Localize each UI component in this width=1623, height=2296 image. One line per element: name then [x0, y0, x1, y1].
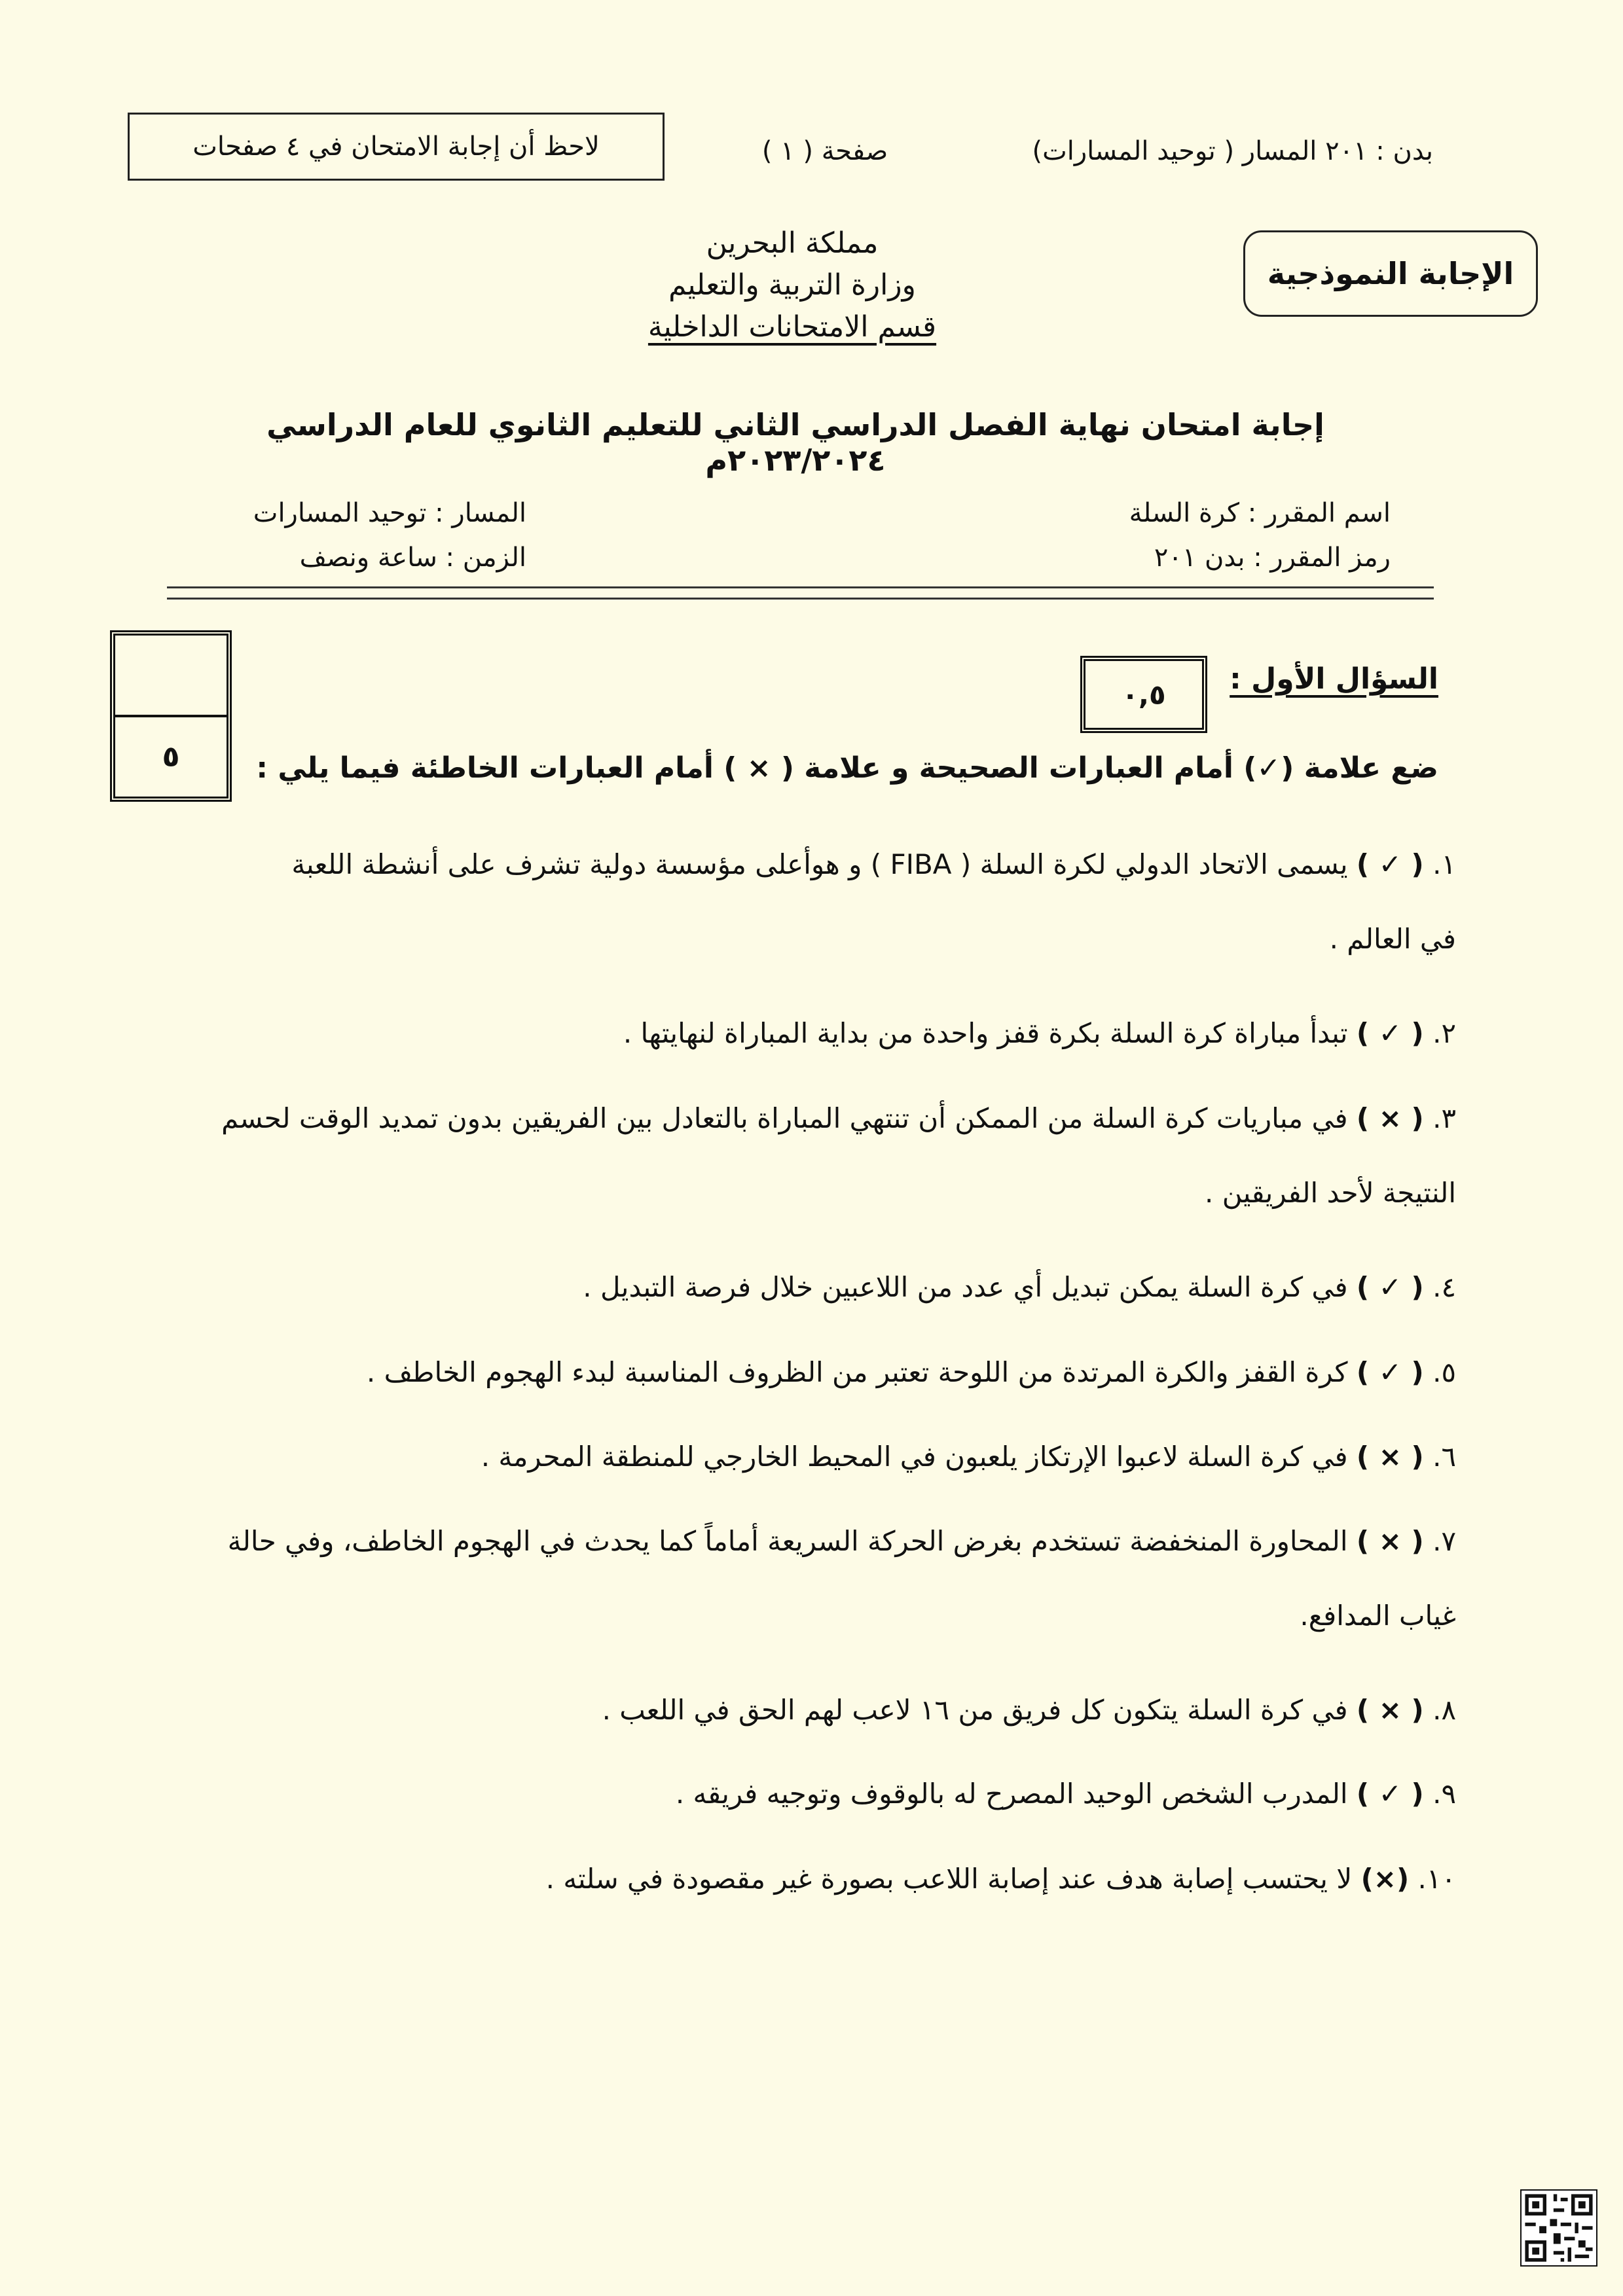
item-number: ٦.: [1432, 1441, 1456, 1473]
item-mark: ( × ): [1356, 1525, 1424, 1557]
item-number: ٨.: [1432, 1694, 1456, 1726]
course-info: [1129, 491, 1391, 580]
model-answer-box: [1243, 230, 1538, 317]
item-text: لا يحتسب إصابة هدف عند إصابة اللاعب بصورة غير مقصودة في سلته .: [545, 1863, 1353, 1895]
item-mark: ( × ): [1356, 1441, 1424, 1473]
item-text: يسمى الاتحاد الدولي لكرة السلة ( FIBA ) و هوأعلى مؤسسة دولية تشرف على أنشطة اللعبة: [291, 848, 1348, 880]
department-name: قسم الامتحانات الداخلية: [647, 310, 937, 344]
double-dashed-separator: [167, 586, 1434, 600]
course-name: اسم المقرر : كرة السلة: [1129, 498, 1391, 528]
item-text: المدرب الشخص الوحيد المصرح له بالوقوف وتوجيه فريقه .: [675, 1778, 1348, 1810]
item-continuation: النتيجة لأحد الفريقين .: [1205, 1177, 1456, 1209]
answer-item: [147, 1352, 1456, 1393]
item-text: في كرة السلة يمكن تبديل أي عدد من اللاعبين خلال فرصة التبديل .: [583, 1271, 1348, 1303]
item-number: ١.: [1432, 848, 1456, 880]
exam-time: الزمن : ساعة ونصف: [299, 543, 526, 573]
item-mark: ( ✓ ): [1356, 848, 1424, 880]
item-mark: (×): [1360, 1863, 1410, 1895]
pages-note-box: [128, 113, 665, 181]
answer-item: [147, 1437, 1456, 1477]
item-number: ٥.: [1432, 1356, 1456, 1388]
item-mark: ( ✓ ): [1356, 1271, 1424, 1303]
qr-code-graphic: [1522, 2191, 1596, 2265]
item-mark: ( ✓ ): [1356, 1778, 1424, 1810]
item-number: ٢.: [1432, 1017, 1456, 1049]
item-mark: ( ✓ ): [1356, 1356, 1424, 1388]
item-mark: ( ✓ ): [1356, 1017, 1424, 1049]
question-score-box: [1080, 656, 1207, 733]
answer-item: [147, 1774, 1456, 1814]
answer-item: [147, 1267, 1456, 1308]
item-number: ٩.: [1432, 1778, 1456, 1810]
answer-item: [147, 844, 1456, 960]
model-answer-label: الإجابة النموذجية: [1267, 256, 1514, 291]
track-info: [253, 491, 526, 580]
answer-item: [147, 1690, 1456, 1731]
item-number: ٣.: [1432, 1102, 1456, 1134]
exam-title: إجابة امتحان نهاية الفصل الدراسي الثاني للتعليم الثانوي للعام الدراسي ٢٠٢٣/٢٠٢٤م: [266, 407, 1324, 478]
item-number: ٤.: [1432, 1271, 1456, 1303]
answer-item: [147, 1521, 1456, 1636]
answer-item: [147, 1098, 1456, 1213]
item-text: في كرة السلة لاعبوا الإرتكاز يلعبون في المحيط الخارجي للمنطقة المحرمة .: [481, 1441, 1348, 1473]
item-text: المحاورة المنخفضة تستخدم بغرض الحركة السريعة أماماً كما يحدث في الهجوم الخاطف، وفي حالة: [227, 1525, 1348, 1557]
question-title: السؤال الأول :: [1230, 662, 1438, 696]
qr-code-icon: [1520, 2189, 1597, 2267]
page-number: صفحة ( ١ ): [761, 136, 888, 166]
item-number: ٧.: [1432, 1525, 1456, 1557]
item-continuation: في العالم .: [1329, 923, 1456, 955]
item-mark: ( × ): [1356, 1694, 1424, 1726]
question-score-value: ٠,٥: [1122, 678, 1166, 711]
ministry-block: [589, 223, 995, 348]
item-continuation: غياب المدافع.: [1300, 1600, 1456, 1632]
question-instruction: ضع علامة (✓) أمام العبارات الصحيحة و علامة ( × ) أمام العبارات الخاطئة فيما يلي :: [256, 751, 1438, 785]
course-code: رمز المقرر : بدن ٢٠١: [1154, 543, 1391, 573]
answer-item: [147, 1013, 1456, 1054]
total-score-value: ٥: [162, 740, 180, 774]
total-score-top: [115, 636, 227, 717]
item-number: ١٠.: [1417, 1863, 1456, 1895]
course-code-header: بدن : ٢٠١ المسار ( توحيد المسارات): [1032, 136, 1433, 166]
item-mark: ( × ): [1356, 1102, 1424, 1134]
country-name: مملكة البحرين: [706, 226, 879, 260]
answer-item: [147, 1859, 1456, 1899]
item-text: تبدأ مباراة كرة السلة بكرة قفز واحدة من بداية المباراة لنهايتها .: [623, 1017, 1348, 1049]
item-text: كرة القفز والكرة المرتدة من اللوحة تعتبر من الظروف المناسبة لبدء الهجوم الخاطف .: [366, 1356, 1348, 1388]
total-score-box: [110, 630, 232, 802]
pages-note: لاحظ أن إجابة الامتحان في ٤ صفحات: [192, 132, 600, 162]
ministry-name: وزارة التربية والتعليم: [668, 268, 916, 302]
item-text: في كرة السلة يتكون كل فريق من ١٦ لاعب لهم الحق في اللعب .: [602, 1694, 1348, 1726]
item-text: في مباريات كرة السلة من الممكن أن تنتهي المباراة بالتعادل بين الفريقين بدون تمديد الوقت لحسم: [221, 1102, 1348, 1134]
track: المسار : توحيد المسارات: [253, 498, 526, 528]
